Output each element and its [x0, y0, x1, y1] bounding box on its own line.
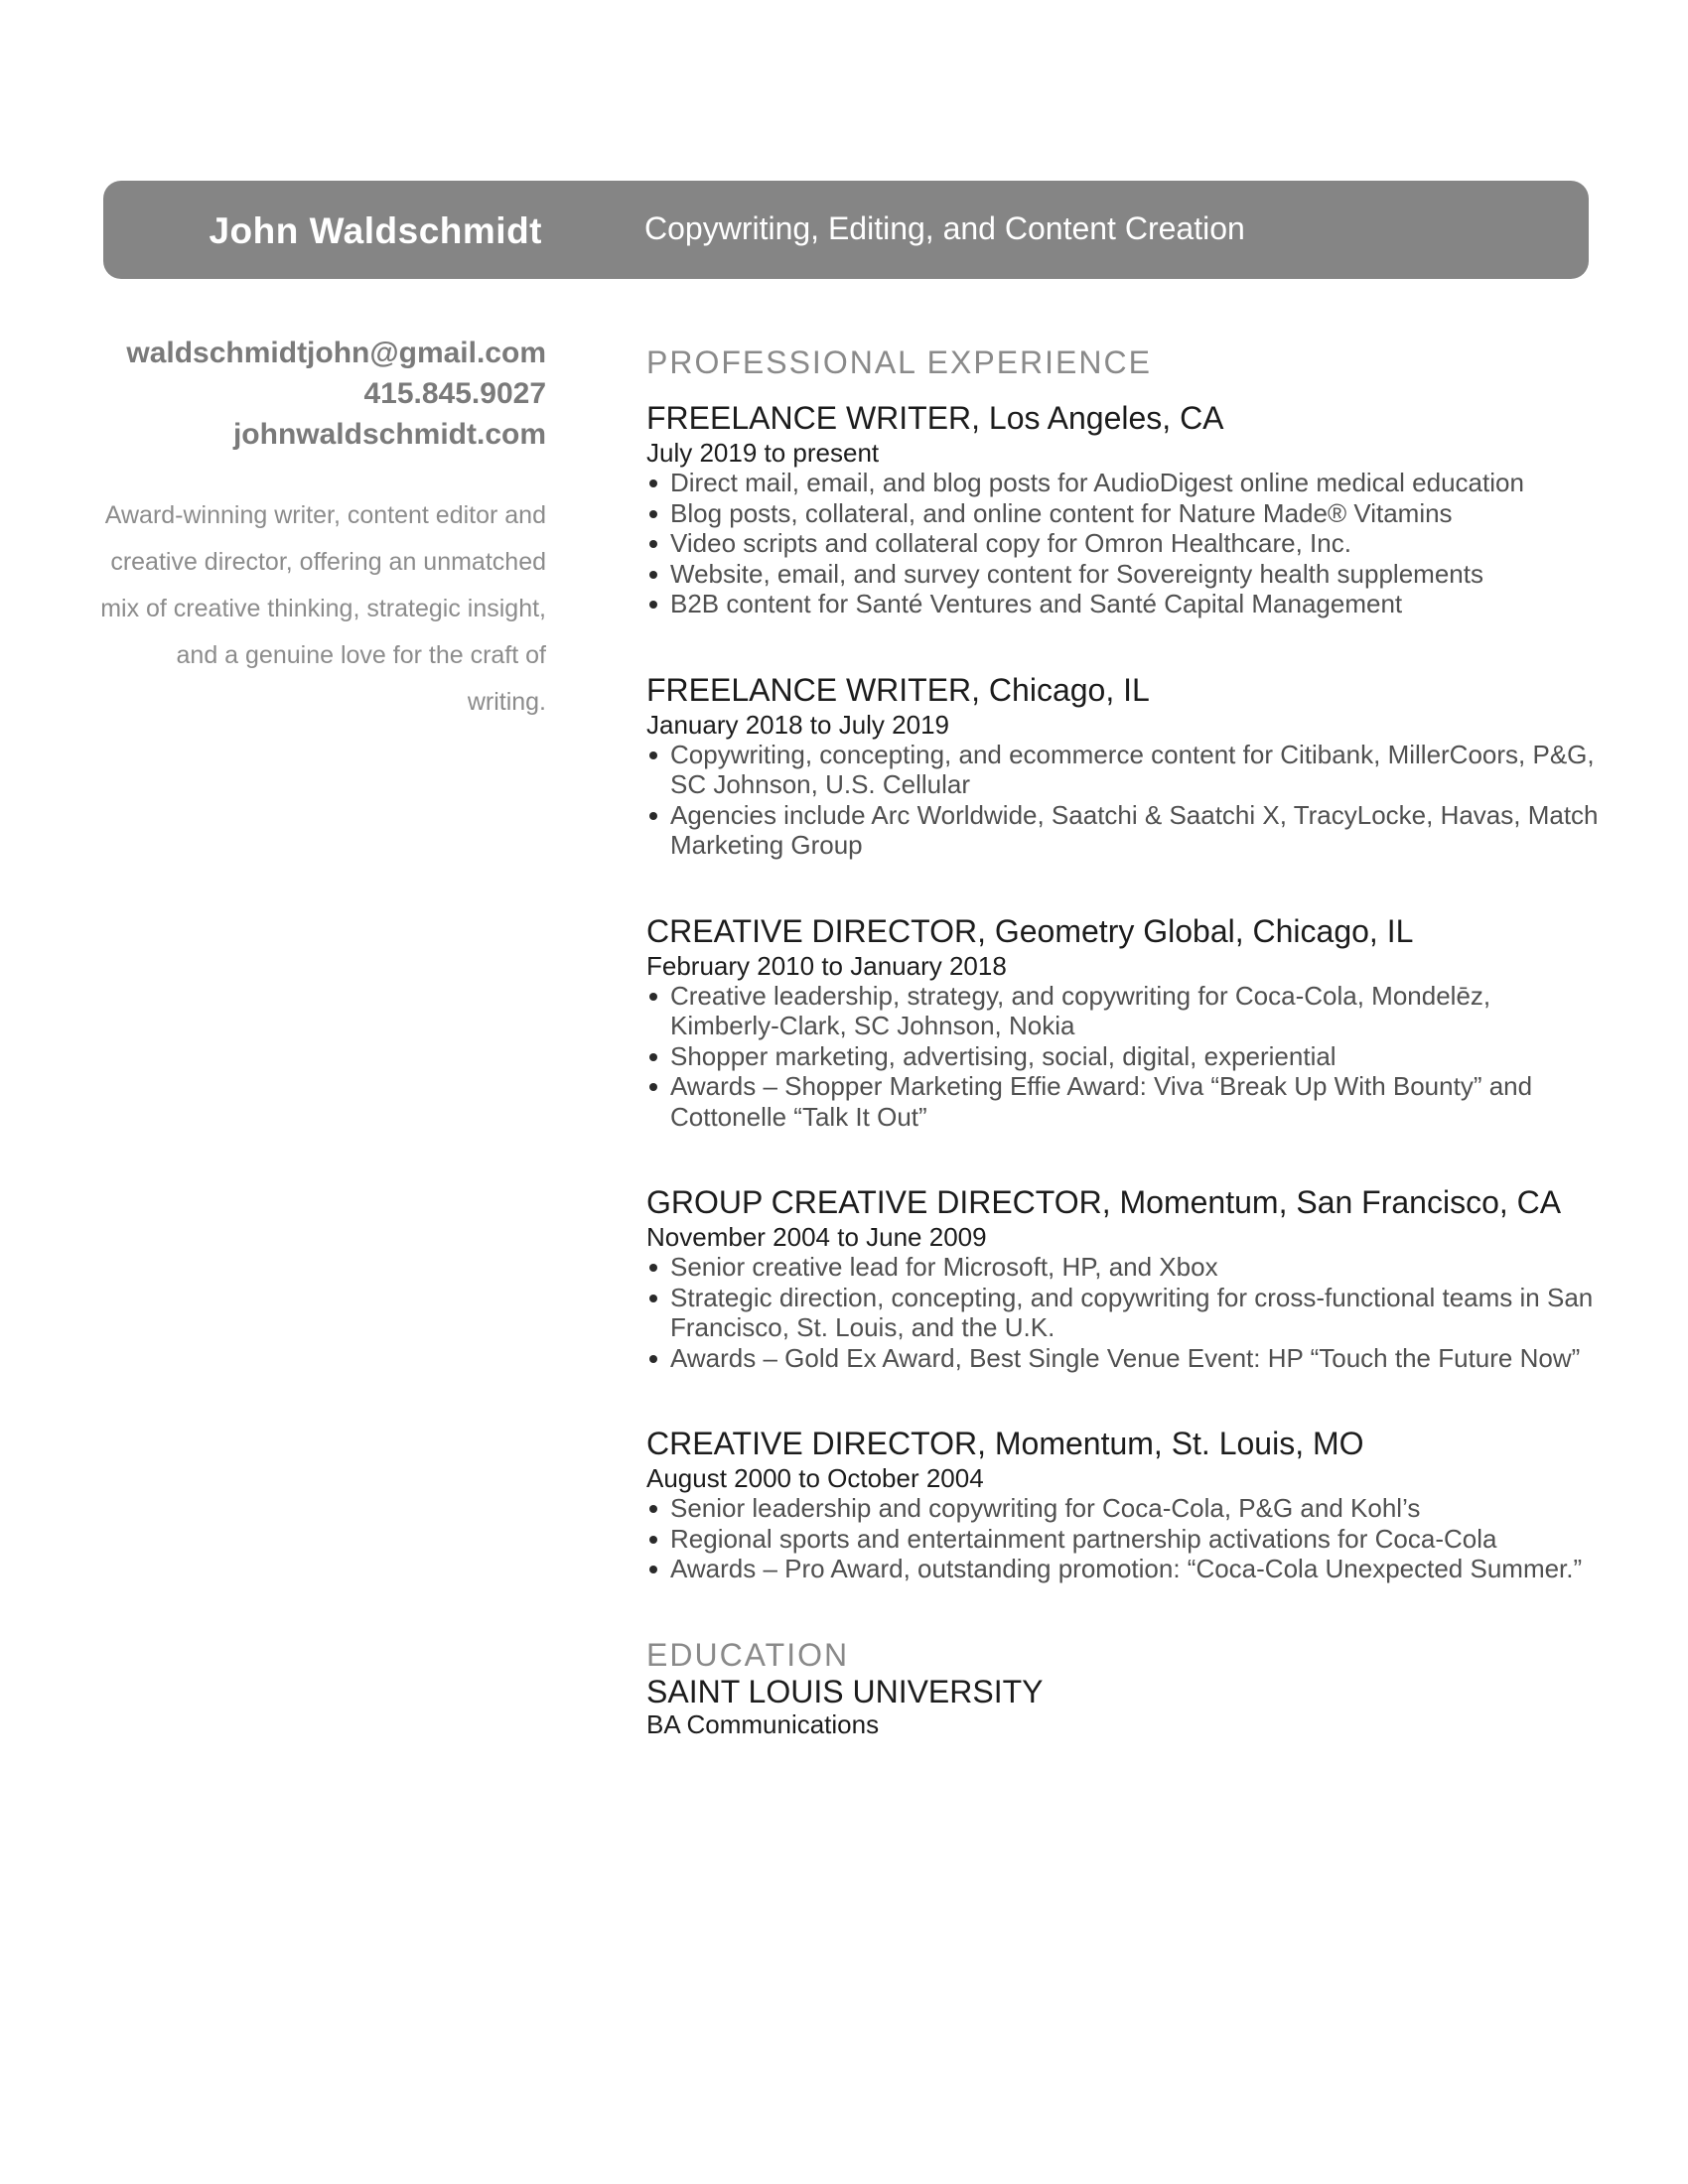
- experience-list: [646, 398, 1600, 1584]
- education-degree: BA Communications: [646, 1708, 880, 1739]
- job-bullet: Creative leadership, strategy, and copywriting for Coca-Cola, Mondelēz, Kimberly-Clark, SC Johnson, Nokia: [646, 981, 1600, 1041]
- job-bullets: [646, 1493, 1600, 1584]
- job-bullets: [646, 468, 1600, 619]
- job-bullet: Awards – Shopper Marketing Effie Award: Viva “Break Up With Bounty” and Cottonelle “Talk It Out”: [646, 1071, 1600, 1132]
- job-bullets: [646, 1252, 1600, 1373]
- job-bullets: [646, 981, 1600, 1133]
- contact-phone: 415.845.9027: [363, 377, 546, 410]
- job-bullet: Regional sports and entertainment partnership activations for Coca-Cola: [646, 1524, 1600, 1555]
- job-entry: [646, 1424, 1600, 1584]
- candidate-name: John Waldschmidt: [209, 210, 542, 251]
- contact-website: johnwaldschmidt.com: [232, 418, 546, 451]
- job-bullets: [646, 740, 1600, 861]
- job-title: FREELANCE WRITER, Chicago, IL: [646, 671, 1150, 708]
- job-title: CREATIVE DIRECTOR, Geometry Global, Chicago, IL: [646, 912, 1414, 949]
- job-bullet: Website, email, and survey content for Sovereignty health supplements: [646, 559, 1600, 590]
- job-dates: January 2018 to July 2019: [646, 709, 949, 740]
- header-banner: [103, 181, 1589, 279]
- job-dates: November 2004 to June 2009: [646, 1222, 987, 1252]
- job-bullet: Blog posts, collateral, and online content for Nature Made® Vitamins: [646, 498, 1600, 529]
- job-dates: July 2019 to present: [646, 438, 880, 468]
- job-bullet: Direct mail, email, and blog posts for AudioDigest online medical education: [646, 468, 1600, 498]
- job-title: GROUP CREATIVE DIRECTOR, Momentum, San Francisco, CA: [646, 1184, 1562, 1220]
- candidate-tagline: Copywriting, Editing, and Content Creation: [644, 210, 1245, 246]
- job-entry: [646, 1182, 1600, 1373]
- job-bullet: Senior leadership and copywriting for Coca-Cola, P&G and Kohl’s: [646, 1493, 1600, 1524]
- job-bullet: Shopper marketing, advertising, social, digital, experiential: [646, 1041, 1600, 1072]
- job-bullet: Video scripts and collateral copy for Omron Healthcare, Inc.: [646, 528, 1600, 559]
- education-section-title: EDUCATION: [646, 1636, 850, 1673]
- job-dates: August 2000 to October 2004: [646, 1463, 984, 1493]
- job-bullet: Senior creative lead for Microsoft, HP, and Xbox: [646, 1252, 1600, 1283]
- job-dates: February 2010 to January 2018: [646, 950, 1007, 981]
- job-title: CREATIVE DIRECTOR, Momentum, St. Louis, MO: [646, 1426, 1364, 1461]
- job-bullet: Strategic direction, concepting, and copywriting for cross-functional teams in San Francisco, St. Louis, and the U.K.: [646, 1283, 1600, 1343]
- job-bullet: B2B content for Santé Ventures and Santé Capital Management: [646, 589, 1600, 619]
- job-title: FREELANCE WRITER, Los Angeles, CA: [646, 400, 1224, 436]
- job-entry: [646, 398, 1600, 619]
- education-school: SAINT LOUIS UNIVERSITY: [646, 1673, 1044, 1709]
- summary-text: Award-winning writer, content editor and creative director, offering an unmatched mix of creative thinking, strategic insight, and a genuine love for the craft of writing.: [100, 501, 546, 716]
- job-bullet: Agencies include Arc Worldwide, Saatchi & Saatchi X, TracyLocke, Havas, Match Marketing Group: [646, 800, 1600, 861]
- job-bullet: Awards – Pro Award, outstanding promotion: “Coca-Cola Unexpected Summer.”: [646, 1554, 1600, 1584]
- contact-email: waldschmidtjohn@gmail.com: [126, 337, 546, 369]
- job-entry: [646, 670, 1600, 861]
- sidebar: [99, 333, 546, 726]
- job-bullet: Awards – Gold Ex Award, Best Single Venue Event: HP “Touch the Future Now”: [646, 1343, 1600, 1374]
- job-entry: [646, 911, 1600, 1133]
- job-bullet: Copywriting, concepting, and ecommerce content for Citibank, MillerCoors, P&G, SC Johnson, U.S. Cellular: [646, 740, 1600, 800]
- experience-section-title: PROFESSIONAL EXPERIENCE: [646, 344, 1152, 380]
- main-content: [646, 342, 1600, 1740]
